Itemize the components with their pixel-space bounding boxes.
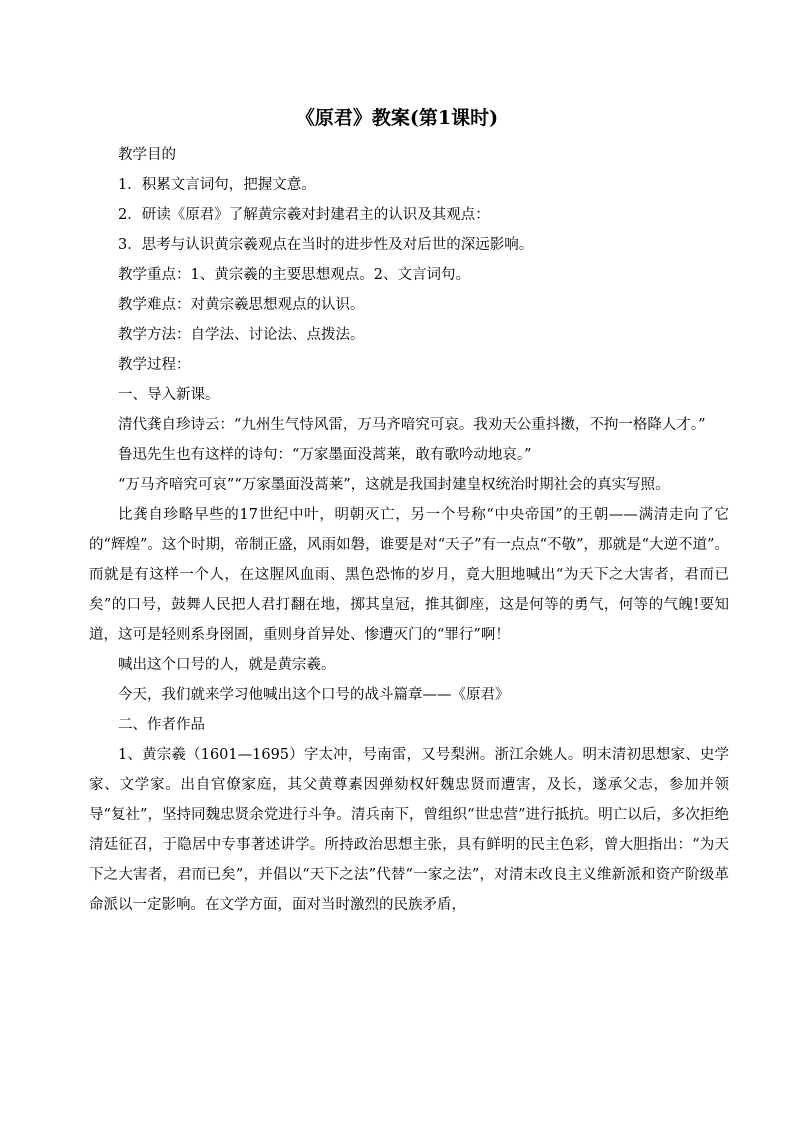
paragraph-objectives-heading: 教学目的 <box>118 147 176 163</box>
paragraph-today-lesson: 今天，我们就来学习他喊出这个口号的战斗篇章——《原君》 <box>118 687 510 703</box>
paragraph-objective-1: 1．积累文言词句，把握文意。 <box>118 177 316 193</box>
paragraph-key-points: 教学重点：1、黄宗羲的主要思想观点。2、文言词句。 <box>118 267 470 283</box>
paragraph-difficulties: 教学难点：对黄宗羲思想观点的认识。 <box>118 297 365 313</box>
paragraph-process-heading: 教学过程： <box>118 357 191 373</box>
document-title: 《原君》教案(第1课时) <box>295 107 499 129</box>
paragraph-social-portrait: “万马齐喑究可哀”“万家墨面没蒿莱”，这就是我国封建皇权统治时期社会的真实写照。 <box>118 477 670 493</box>
document-body <box>89 140 729 920</box>
paragraph-section-2-heading: 二、作者作品 <box>118 717 205 733</box>
paragraph-methods: 教学方法：自学法、讨论法、点拨法。 <box>118 327 365 343</box>
paragraph-qing-era: 比龚自珍略早些的17世纪中叶，明朝灭亡，另一个号称“中央帝国”的王朝——满清走向了它的“辉煌”。这个时期，帝制正盛，风雨如磐，谁要是对“天子”有一点点“不敬”，那就是“大逆不道”。而就是有这样一个人，在这腥风血雨、黑色恐怖的岁月，竟大胆地喊出“为天下之大害者，君而已矣”的口号，鼓舞人民把人君打翻在地，掷其皇冠，推其御座，这是何等的勇气，何等的气魄!要知道，这可是轻则系身囹圄，重则身首异处、惨遭灭门的“罪行”啊！ <box>89 507 729 643</box>
paragraph-author-bio: 1、黄宗羲（1601—1695）字太冲，号南雷，又号梨洲。浙江余姚人。明末清初思想家、史学家、文学家。出自官僚家庭，其父黄尊素因弹劾权奸魏忠贤而遭害，及长，遂承父志，参加并领导“复社”，坚持同魏忠贤余党进行斗争。清兵南下，曾组织“世忠营”进行抵抗。明亡以后，多次拒绝清廷征召，于隐居中专事著述讲学。所持政治思想主张，具有鲜明的民主色彩，曾大胆指出：“为天下之大害者，君而已矣”，并倡以“天下之法”代替“一家之法”，对清末改良主义维新派和资产阶级革命派以一定影响。在文学方面，面对当时激烈的民族矛盾， <box>89 747 729 913</box>
paragraph-gong-poem: 清代龚自珍诗云：“九州生气恃风雷，万马齐喑究可哀。我劝天公重抖擞，不拘一格降人才。” <box>118 417 706 433</box>
paragraph-slogan-author: 喊出这个口号的人，就是黄宗羲。 <box>118 657 336 673</box>
paragraph-objective-3: 3．思考与认识黄宗羲观点在当时的进步性及对后世的深远影响。 <box>118 237 534 253</box>
paragraph-section-1-heading: 一、导入新课。 <box>118 387 220 403</box>
paragraph-luxun-poem: 鲁迅先生也有这样的诗句：“万家墨面没蒿莱，敢有歌吟动地哀。” <box>118 447 532 463</box>
paragraph-objective-2: 2．研读《原君》了解黄宗羲对封建君主的认识及其观点： <box>118 207 490 223</box>
